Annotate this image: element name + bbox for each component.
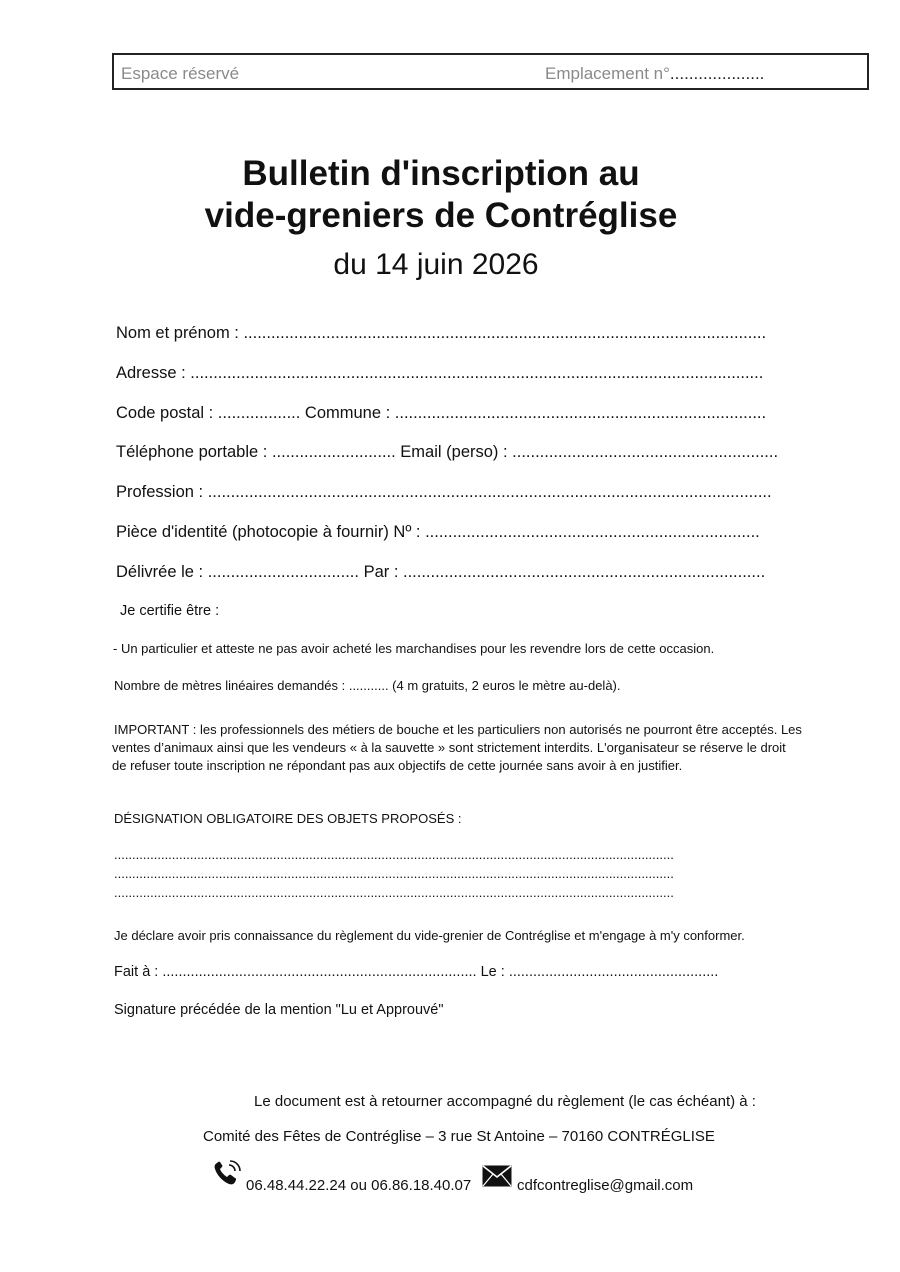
phone-icon bbox=[212, 1160, 242, 1188]
reserved-label: Espace réservé bbox=[121, 64, 240, 83]
slot-number-field bbox=[545, 64, 764, 84]
important-notice: IMPORTANT : les professionnels des métiers de bouche et les particuliers non autorisés ne pourront être acceptés. Les ventes d’animaux ainsi que les vendeurs « à la sauvette » sont strictement interdits. L'organisateur se réserve le droit de refuser toute inscription ne répondant pas aux objectifs de cette journée sans avoir à en justifier. bbox=[112, 722, 802, 773]
address-field[interactable]: Adresse : ............................................................................................................................. bbox=[116, 364, 764, 382]
made-at-field[interactable]: Fait à : .............................................................................. Le : .................................................... bbox=[114, 964, 719, 980]
committee-address: Comité des Fêtes de Contréglise – 3 rue St Antoine – 70160 CONTRÉGLISE bbox=[203, 1128, 715, 1145]
designation-heading: DÉSIGNATION OBLIGATOIRE DES OBJETS PROPOSÉS : bbox=[114, 811, 462, 826]
designation-line[interactable]: ........................................................................................................................................................... bbox=[114, 866, 674, 881]
delivered-field[interactable]: Délivrée le : ................................. Par : ............................................................................... bbox=[116, 563, 766, 581]
reserved-box bbox=[112, 53, 869, 90]
signature-line: Signature précédée de la mention "Lu et Approuvé" bbox=[114, 1002, 444, 1018]
return-instructions: Le document est à retourner accompagné du règlement (le cas échéant) à : bbox=[254, 1093, 756, 1110]
page-title-line2: vide-greniers de Contréglise bbox=[204, 196, 678, 235]
name-field[interactable]: Nom et prénom : .................................................................................................................. bbox=[116, 324, 767, 342]
phone-email-field[interactable]: Téléphone portable : ........................... Email (perso) : .......................................................... bbox=[116, 443, 779, 461]
id-piece-field[interactable]: Pièce d'identité (photocopie à fournir) Nº : ......................................................................... bbox=[116, 523, 760, 541]
certify-statement: - Un particulier et atteste ne pas avoir acheté les marchandises pour les revendre lors de cette occasion. bbox=[113, 641, 715, 656]
slot-dots: .................... bbox=[669, 64, 765, 83]
meters-field[interactable]: Nombre de mètres linéaires demandés : ........... (4 m gratuits, 2 euros le mètre au-delà). bbox=[114, 678, 621, 693]
envelope-icon bbox=[482, 1165, 512, 1187]
event-date: du 14 juin 2026 bbox=[333, 248, 539, 281]
declaration-text: Je déclare avoir pris connaissance du règlement du vide-grenier de Contréglise et m'engage à m'y conformer. bbox=[114, 928, 745, 943]
certify-heading: Je certifie être : bbox=[120, 603, 220, 619]
postal-commune-field[interactable]: Code postal : .................. Commune : ................................................................................. bbox=[116, 404, 767, 422]
contact-email[interactable]: cdfcontreglise@gmail.com bbox=[517, 1177, 694, 1194]
phone-numbers: 06.48.44.22.24 ou 06.86.18.40.07 bbox=[246, 1177, 472, 1194]
slot-label: Emplacement n° bbox=[545, 64, 670, 83]
designation-line[interactable]: ........................................................................................................................................................... bbox=[114, 847, 674, 862]
page-title-line1: Bulletin d'inscription au bbox=[242, 154, 640, 193]
designation-line[interactable]: ........................................................................................................................................................... bbox=[114, 885, 674, 900]
profession-field[interactable]: Profession : ........................................................................................................................... bbox=[116, 483, 772, 501]
